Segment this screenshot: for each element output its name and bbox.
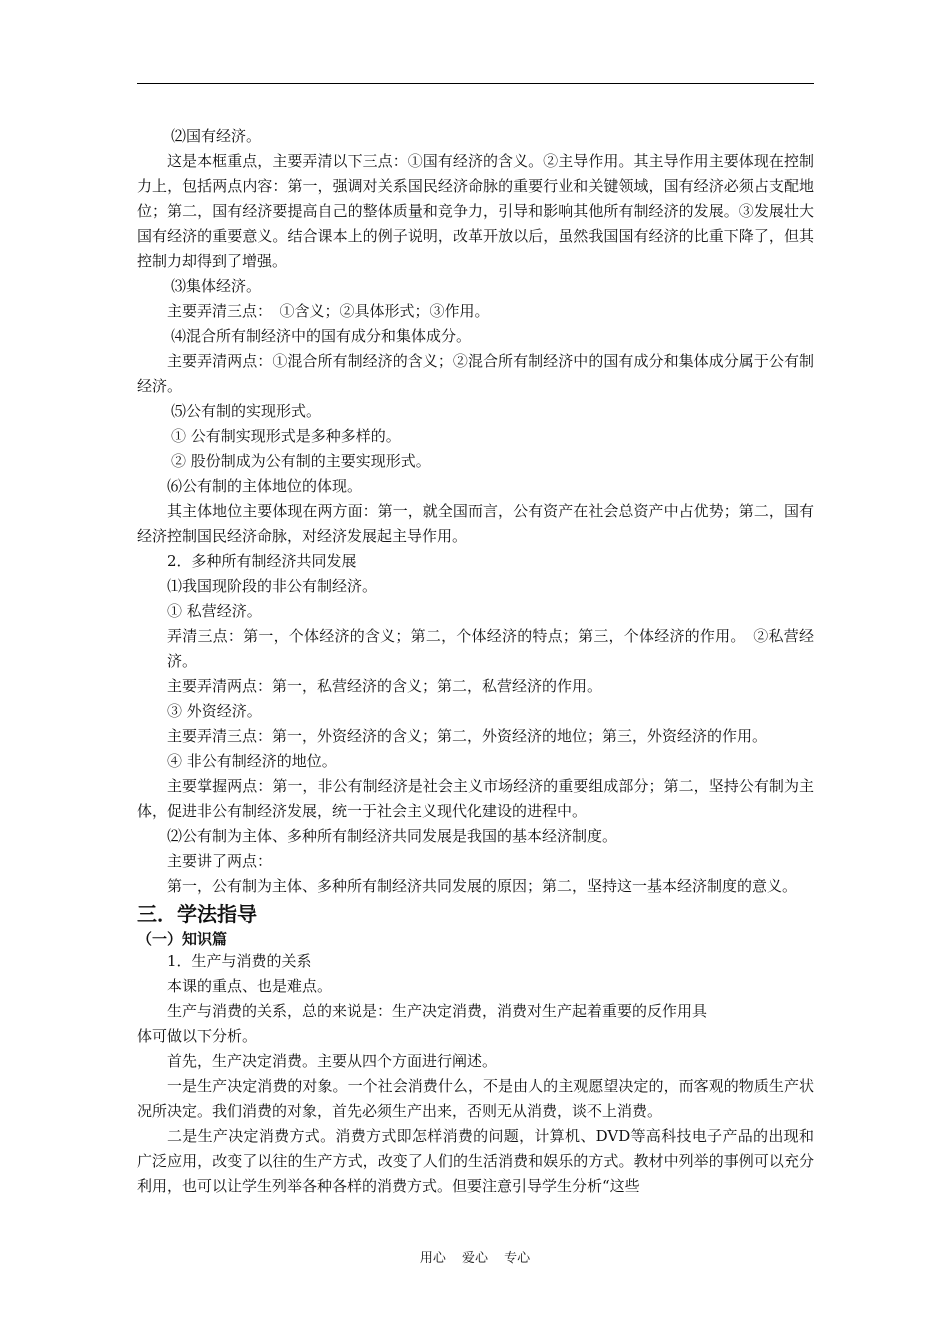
paragraph: 主要掌握两点：第一，非公有制经济是社会主义市场经济的重要组成部分；第二，坚持公有制为主体，促进非公有制经济发展，统一于社会主义现代化建设的进程中。 [137, 777, 814, 820]
item-production-consumption: 1．生产与消费的关系 [167, 952, 312, 970]
item-realization-forms: ⑸公有制的实现形式。 [171, 402, 322, 420]
item-collective-economy: ⑶集体经济。 [171, 277, 262, 295]
paragraph: 体可做以下分析。 [137, 1027, 258, 1045]
page-footer: 用心 爱心 专心 [419, 1251, 531, 1266]
subheading-knowledge: （一）知识篇 [137, 930, 228, 948]
paragraph: 其主体地位主要体现在两方面：第一，就全国而言，公有资产在社会总资产中占优势；第二，国有经济控制国民经济命脉，对经济发展起主导作用。 [137, 502, 814, 545]
list-item: ① 公有制实现形式是多种多样的。 [171, 427, 401, 445]
paragraph: 主要讲了两点： [167, 852, 273, 870]
list-item: ④ 非公有制经济的地位。 [167, 752, 337, 770]
paragraph: 主要弄清三点：第一，外资经济的含义；第二，外资经济的地位；第三，外资经济的作用。 [167, 727, 768, 745]
header-rule [137, 83, 814, 84]
item-state-economy: ⑵国有经济。 [171, 127, 262, 145]
paragraph: 主要弄清两点：①混合所有制经济的含义；②混合所有制经济中的国有成分和集体成分属于公有制经济。 [137, 352, 814, 395]
item-dominant-position: ⑹公有制的主体地位的体现。 [167, 477, 363, 495]
list-item: ① 私营经济。 [167, 602, 262, 620]
paragraph: 这是本框重点，主要弄清以下三点：①国有经济的含义。②主导作用。其主导作用主要体现在控制力上，包括两点内容：第一，强调对关系国民经济命脉的重要行业和关键领域，国有经济必须占支配地位；第二，国有经济要提高自己的整体质量和竞争力，引导和影响其他所有制经济的发展。③发展壮大国有经济的重要意义。结合课本上的例子说明，改革开放以后，虽然我国国有经济的比重下降了，但其控制力却得到了增强。 [137, 152, 814, 270]
item-basic-economic-system: ⑵公有制为主体、多种所有制经济共同发展是我国的基本经济制度。 [167, 827, 618, 845]
list-item: ③ 外资经济。 [167, 702, 262, 720]
section-heading-study-guide: 三．学法指导 [137, 902, 257, 926]
paragraph: 二是生产决定消费方式。消费方式即怎样消费的问题，计算机、DVD等高科技电子产品的出现和广泛应用，改变了以往的生产方式，改变了人们的生活消费和娱乐的方式。教材中列举的事例可以充分利用，也可以让学生列举各种各样的消费方式。但要注意引导学生分析“这些 [137, 1127, 814, 1195]
paragraph: 本课的重点、也是难点。 [167, 977, 333, 995]
paragraph: 一是生产决定消费的对象。一个社会消费什么，不是由人的主观愿望决定的，而客观的物质生产状况所决定。我们消费的对象，首先必须生产出来，否则无从消费，谈不上消费。 [137, 1077, 814, 1120]
paragraph: 首先，生产决定消费。主要从四个方面进行阐述。 [167, 1052, 498, 1070]
paragraph: 主要弄清两点：第一，私营经济的含义；第二，私营经济的作用。 [167, 677, 603, 695]
paragraph: 弄清三点：第一，个体经济的含义；第二，个体经济的特点；第三，个体经济的作用。 ②私营经济。 [167, 627, 814, 670]
body-text [137, 124, 814, 1199]
item-non-public-economy: ⑴我国现阶段的非公有制经济。 [167, 577, 378, 595]
paragraph: 主要弄清三点： ①含义；②具体形式；③作用。 [167, 302, 490, 320]
paragraph: 生产与消费的关系，总的来说是：生产决定消费，消费对生产起着重要的反作用具 [167, 1002, 708, 1020]
paragraph: 第一，公有制为主体、多种所有制经济共同发展的原因；第二，坚持这一基本经济制度的意义。 [167, 877, 798, 895]
section-title-multiple-ownership: 2．多种所有制经济共同发展 [167, 552, 357, 570]
list-item: ② 股份制成为公有制的主要实现形式。 [171, 452, 431, 470]
item-mixed-ownership: ⑷混合所有制经济中的国有成分和集体成分。 [171, 327, 472, 345]
